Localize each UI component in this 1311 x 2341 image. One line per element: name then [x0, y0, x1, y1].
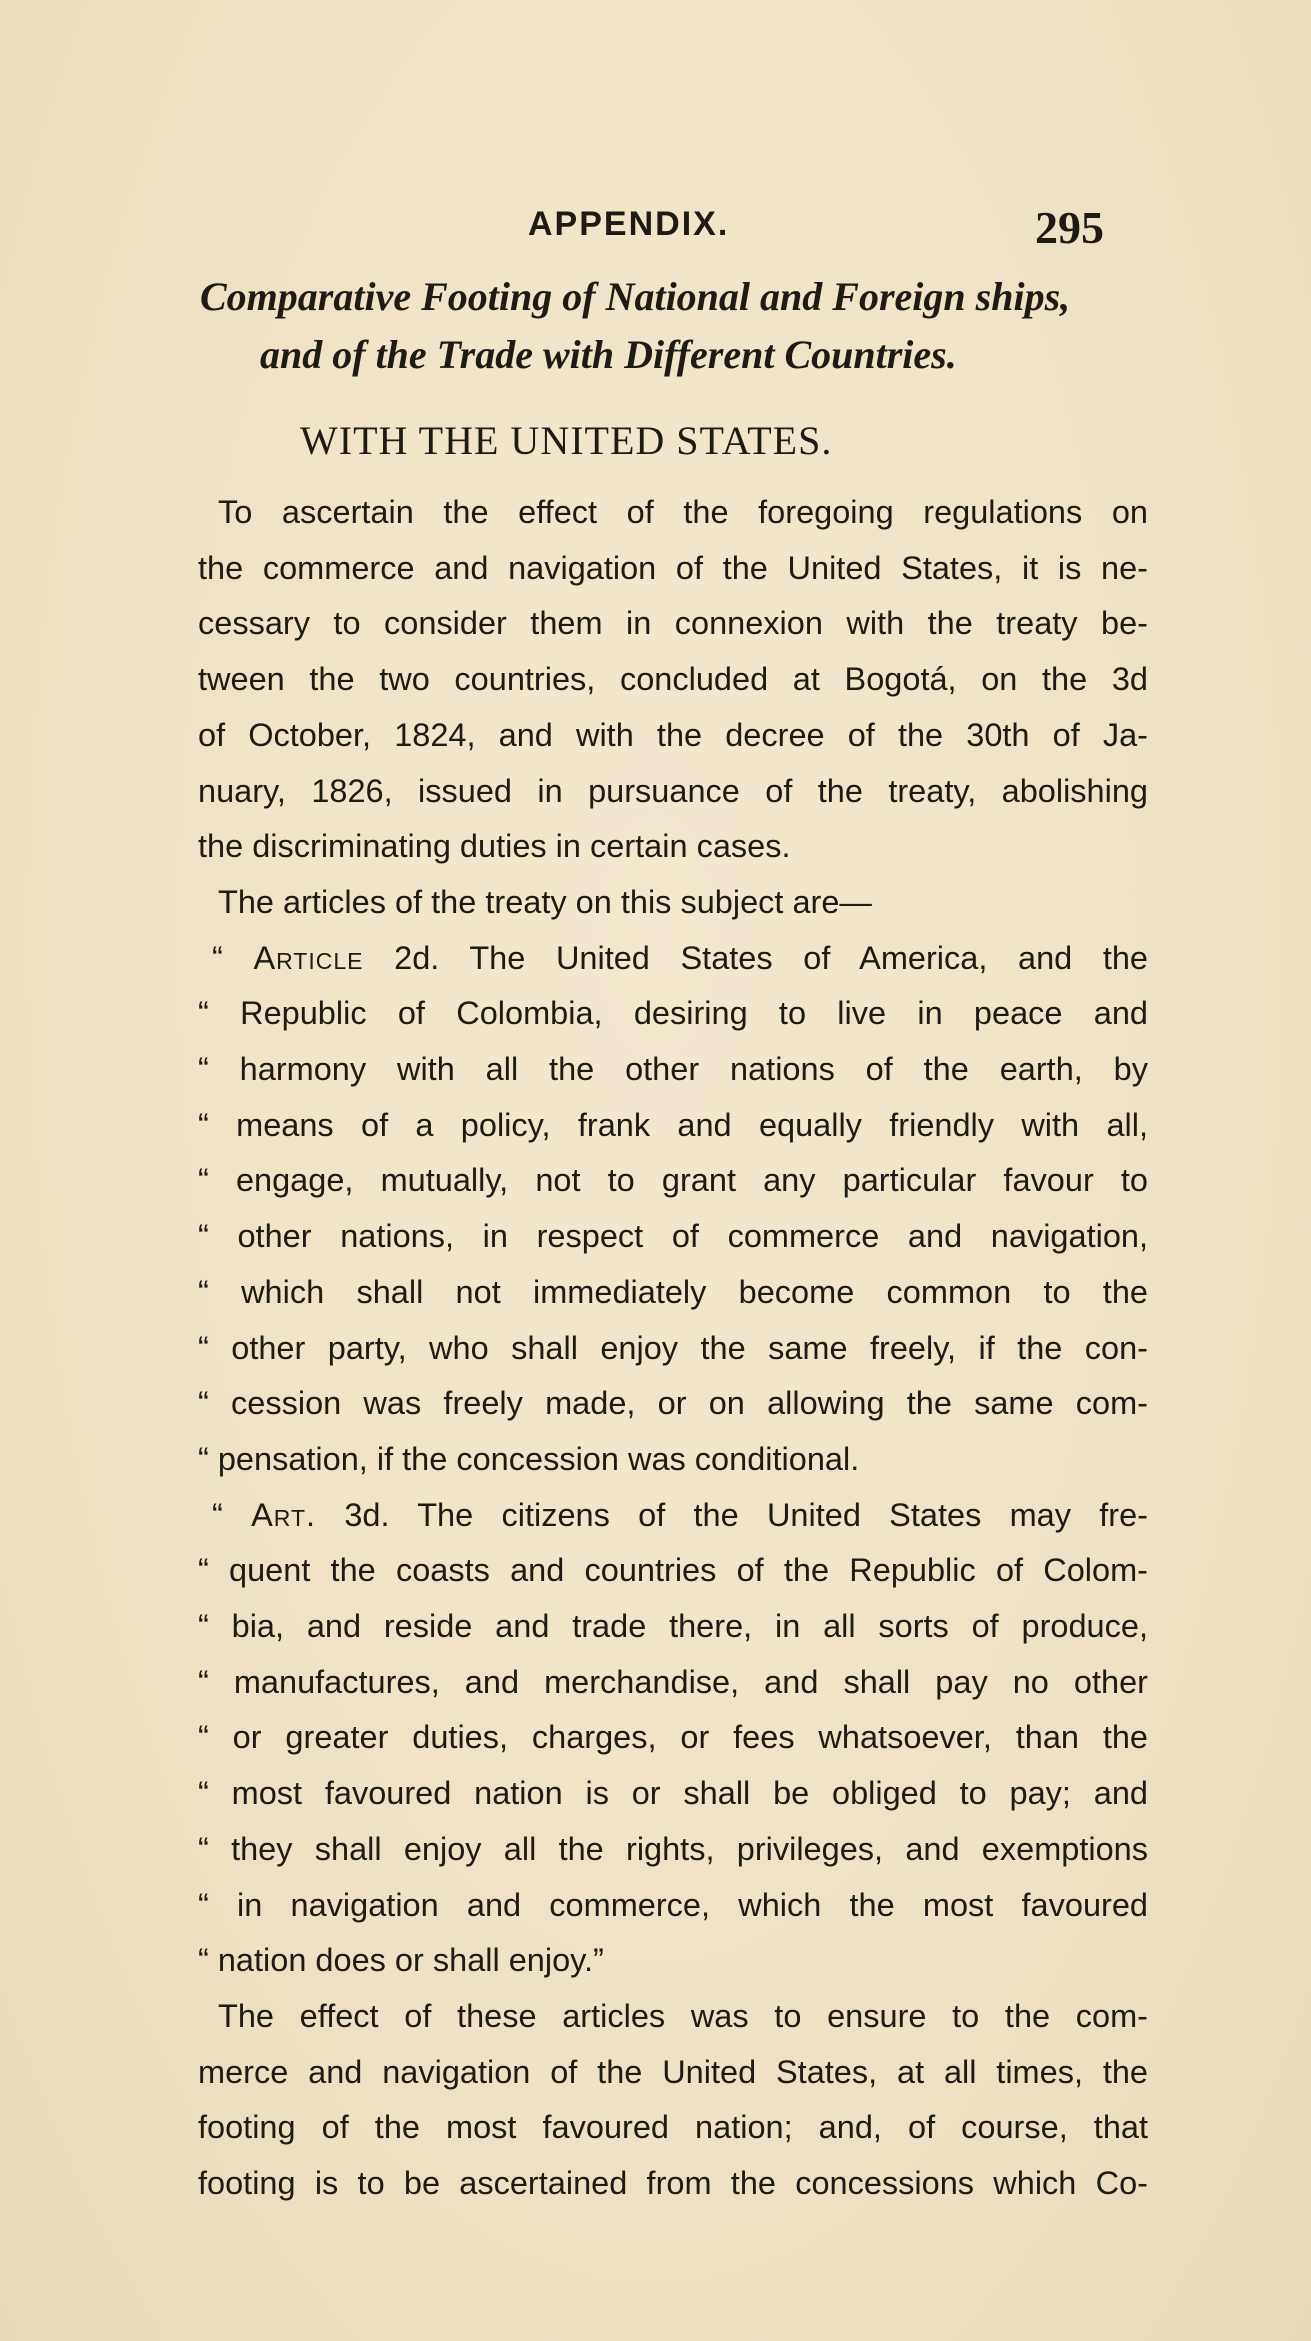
quote-line: “ means of a policy, frank and equally friendly with all, — [198, 1106, 1148, 1143]
quote-line: “ quent the coasts and countries of the Republic of Colom- — [198, 1552, 1148, 1589]
subheading: WITH THE UNITED STATES. — [300, 418, 833, 463]
text-line: footing is to be ascertained from the concessions which Co- — [198, 2165, 1148, 2202]
quote-line: “ cession was freely made, or on allowing the same com- — [198, 1385, 1148, 1422]
text-line: footing of the most favoured nation; and, of course, that — [198, 2109, 1148, 2146]
section-title — [200, 268, 1160, 384]
quote-line: “ bia, and reside and trade there, in all sorts of produce, — [198, 1608, 1148, 1645]
text-line: of October, 1824, and with the decree of the 30th of Ja- — [198, 716, 1148, 753]
quote-line: “ engage, mutually, not to grant any particular favour to — [198, 1162, 1148, 1199]
text-line: the discriminating duties in certain cases. — [198, 828, 791, 865]
section-title-line-2: and of the Trade with Different Countries. — [260, 332, 957, 377]
article-3-label: Art. — [251, 1496, 317, 1533]
quote-line: “ other party, who shall enjoy the same freely, if the con- — [198, 1329, 1148, 1366]
quote-line: “ or greater duties, charges, or fees whatsoever, than the — [198, 1719, 1148, 1756]
quote-line: “ most favoured nation is or shall be obliged to pay; and — [198, 1775, 1148, 1812]
quote-line: “ Republic of Colombia, desiring to live in peace and — [198, 995, 1148, 1032]
text-line: the commerce and navigation of the United States, it is ne- — [198, 549, 1148, 586]
page-number: 295 — [1035, 202, 1104, 253]
running-head-title: APPENDIX. — [528, 205, 730, 243]
running-head — [0, 202, 1311, 255]
body-text — [198, 485, 1148, 2212]
article-3-first-line-rest: 3d. The citizens of the United States may fre- — [344, 1496, 1149, 1533]
quote-line: “ pensation, if the concession was conditional. — [198, 1440, 860, 1477]
quote-line: “ manufactures, and merchandise, and shall pay no other — [198, 1663, 1148, 1700]
quote-line: “ they shall enjoy all the rights, privileges, and exemptions — [198, 1830, 1148, 1867]
quote-line: “ nation does or shall enjoy.” — [198, 1942, 604, 1979]
text-line: The articles of the treaty on this subject are— — [218, 883, 872, 920]
text-line: nuary, 1826, issued in pursuance of the treaty, abolishing — [198, 772, 1148, 809]
article-2-label: Article — [253, 939, 364, 976]
text-line: merce and navigation of the United States, at all times, the — [198, 2053, 1148, 2090]
quote-line: “ in navigation and commerce, which the most favoured — [198, 1886, 1148, 1923]
text-line: tween the two countries, concluded at Bogotá, on the 3d — [198, 661, 1148, 698]
text-line: To ascertain the effect of the foregoing regulations on — [218, 494, 1148, 530]
article-2-heading-line: “ Article 2d. The United States of America, and the — [212, 939, 1149, 976]
quote-line: “ which shall not immediately become common to the — [198, 1273, 1148, 1310]
quote-line: “ harmony with all the other nations of the earth, by — [198, 1051, 1148, 1088]
article-2-first-line-rest: 2d. The United States of America, and the — [394, 939, 1149, 976]
text-line: The effect of these articles was to ensure to the com- — [218, 1997, 1148, 2034]
quote-line: “ other nations, in respect of commerce and navigation, — [198, 1218, 1148, 1255]
text-line: cessary to consider them in connexion with the treaty be- — [198, 605, 1148, 642]
article-3-heading-line: “ Art. 3d. The citizens of the United States may fre- — [212, 1496, 1149, 1533]
section-title-line-1: Comparative Footing of National and Foreign ships, — [200, 274, 1071, 319]
